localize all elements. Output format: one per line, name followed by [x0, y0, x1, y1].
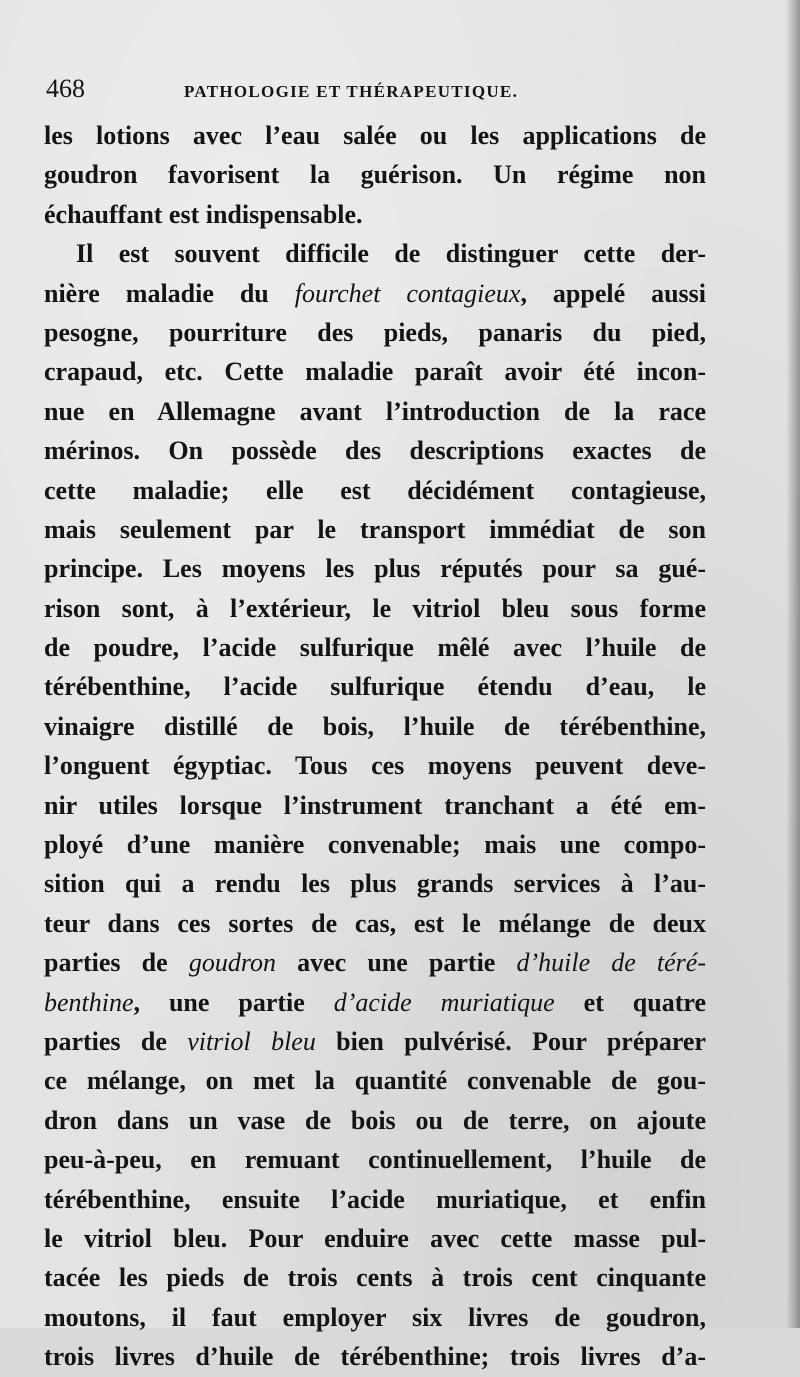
page-edge-shadow	[786, 0, 800, 1328]
text-run: parties de	[44, 1026, 188, 1056]
text-run: , une partie	[133, 987, 334, 1017]
text-line: teur dans ces sortes de cas, est le mélange de deux	[44, 908, 706, 938]
text-line: vinaigre distillé de bois, l’huile de térébenthine,	[44, 711, 706, 741]
text-run: bien pulvérisé. Pour préparer	[315, 1026, 706, 1056]
running-title: PATHOLOGIE ET THÉRAPEUTIQUE.	[184, 82, 519, 101]
text-line: moutons, il faut employer six livres de goudron,	[44, 1302, 706, 1332]
text-line: peu-à-peu, en remuant continuellement, l’huile de	[44, 1145, 706, 1175]
text-line: de poudre, l’acide sulfurique mêlé avec l’huile de	[44, 633, 706, 663]
text-line: nue en Allemagne avant l’introduction de la race	[44, 396, 706, 426]
text-line	[44, 983, 706, 1022]
text-run: et quatre	[554, 987, 706, 1017]
text-run: parties de	[44, 948, 189, 978]
italic-text: fourchet contagieux	[294, 278, 521, 308]
text-line: tacée les pieds de trois cents à trois cent cinquante	[44, 1263, 706, 1293]
text-line	[44, 943, 706, 982]
text-line: échauffant est indispensable.	[44, 199, 363, 229]
italic-text: d’acide muriatique	[333, 987, 555, 1017]
text-line: crapaud, etc. Cette maladie paraît avoir été incon-	[44, 357, 706, 387]
italic-text: goudron	[188, 948, 276, 978]
text-line: rison sont, à l’extérieur, le vitriol bleu sous forme	[44, 593, 706, 623]
text-line: sition qui a rendu les plus grands services à l’au-	[44, 869, 706, 899]
text-line: mérinos. On possède des descriptions exactes de	[44, 436, 706, 466]
text-line	[44, 274, 706, 313]
text-line: les lotions avec l’eau salée ou les applications de	[44, 121, 706, 150]
text-line: dron dans un vase de bois ou de terre, on ajoute	[44, 1105, 706, 1135]
text-line: le vitriol bleu. Pour enduire avec cette masse pul-	[44, 1223, 706, 1253]
body-text	[44, 116, 706, 1377]
page-header	[46, 72, 746, 112]
text-line: nir utiles lorsque l’instrument tranchant a été em-	[44, 790, 706, 820]
text-line: Il est souvent difficile de distinguer cette der-	[76, 239, 706, 269]
italic-text: d’huile de téré-	[516, 948, 706, 978]
text-line: l’onguent égyptiac. Tous ces moyens peuvent deve-	[44, 751, 706, 781]
text-line: principe. Les moyens les plus réputés pour sa gué-	[44, 554, 706, 584]
text-run: nière maladie du	[44, 278, 295, 308]
text-line: térébenthine, ensuite l’acide muriatique, et enfin	[44, 1184, 706, 1214]
text-run: , appelé aussi	[520, 278, 707, 308]
text-line: ployé d’une manière convenable; mais une compo-	[44, 830, 706, 860]
text-line: térébenthine, l’acide sulfurique étendu d’eau, le	[44, 672, 706, 702]
text-line	[44, 1022, 706, 1061]
text-run: avec une partie	[275, 948, 517, 978]
text-line: mais seulement par le transport immédiat de son	[44, 514, 706, 544]
text-line: trois livres d’huile de térébenthine; trois livres d’a-	[44, 1342, 706, 1372]
page-number: 468	[46, 74, 85, 103]
text-line: cette maladie; elle est décidément contagieuse,	[44, 475, 706, 505]
italic-text: benthine	[44, 987, 134, 1017]
text-line: pesogne, pourriture des pieds, panaris du pied,	[44, 317, 706, 347]
text-line: ce mélange, on met la quantité convenable de gou-	[44, 1066, 706, 1096]
italic-text: vitriol bleu	[187, 1026, 316, 1056]
text-line: goudron favorisent la guérison. Un régime non	[44, 160, 706, 190]
